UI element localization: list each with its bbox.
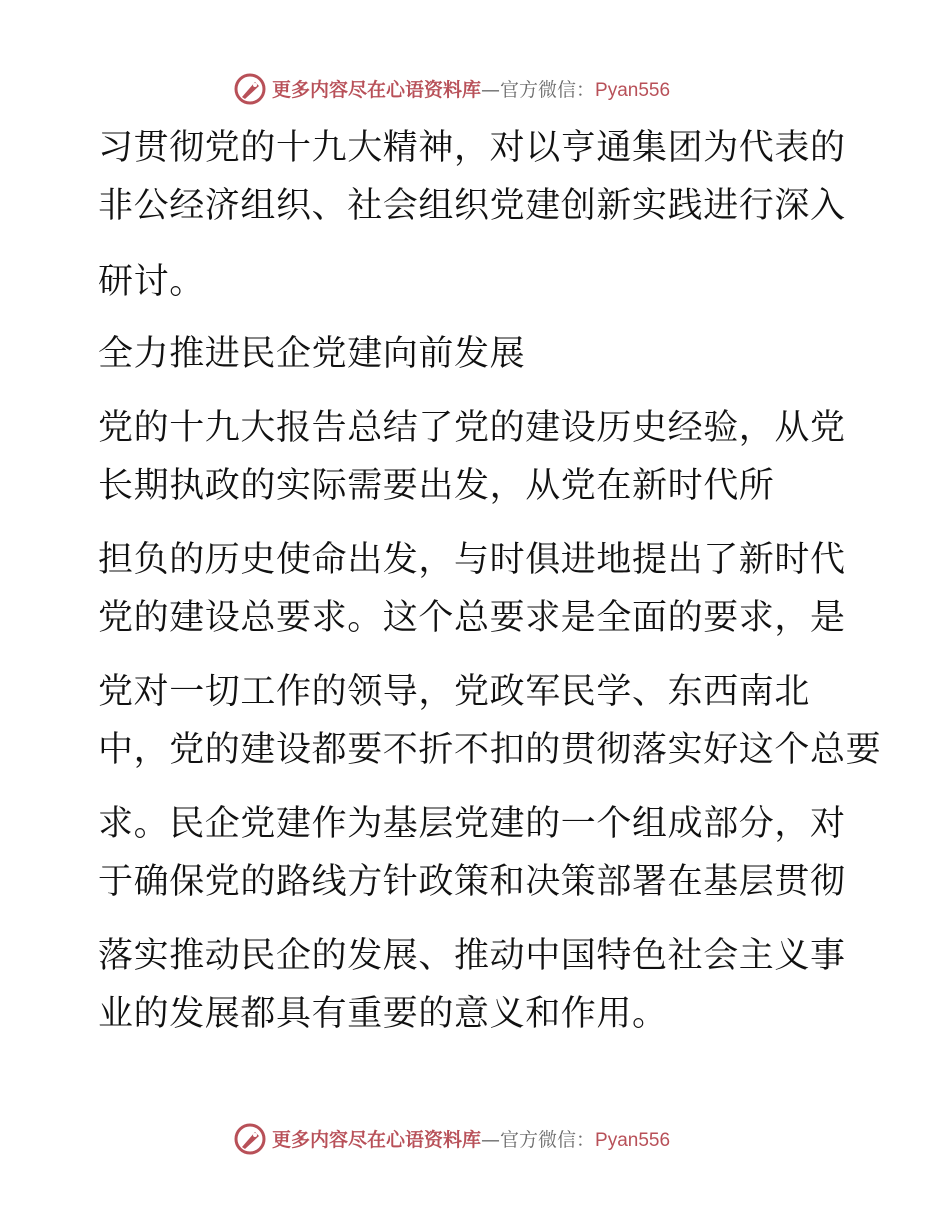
body-line: 于确保党的路线方针政策和决策部署在基层贯彻 [98, 862, 846, 902]
footer-watermark [0, 1118, 950, 1162]
watermark-text [272, 78, 670, 103]
header-watermark [0, 68, 950, 112]
watermark-wechat-label: 官方微信： [500, 79, 596, 101]
body-line: 党的建设总要求。这个总要求是全面的要求，是 [98, 598, 846, 638]
body-line: 落实推动民企的发展、推动中国特色社会主义事 [98, 936, 846, 976]
pen-nib-logo-icon [233, 72, 267, 106]
watermark-separator: — [481, 1129, 501, 1151]
body-line: 党的十九大报告总结了党的建设历史经验，从党 [98, 408, 846, 448]
body-line: 党对一切工作的领导，党政军民学、东西南北 [98, 672, 811, 712]
body-line: 业的发展都具有重要的意义和作用。 [98, 994, 668, 1034]
section-heading: 全力推进民企党建向前发展 [98, 334, 526, 374]
watermark-main-text: 更多内容尽在心语资料库 [272, 1129, 482, 1151]
watermark-wechat-id: Pyan556 [595, 80, 671, 101]
body-line: 求。民企党建作为基层党建的一个组成部分，对 [98, 804, 846, 844]
watermark-text [272, 1128, 670, 1153]
body-line: 担负的历史使命出发，与时俱进地提出了新时代 [98, 540, 846, 580]
watermark-wechat-label: 官方微信： [500, 1129, 596, 1151]
pen-nib-logo-icon [233, 1122, 267, 1156]
watermark-wechat-id: Pyan556 [595, 1130, 671, 1151]
body-line: 长期执政的实际需要出发，从党在新时代所 [98, 466, 775, 506]
body-line: 研讨。 [98, 262, 205, 302]
watermark-separator: — [481, 79, 501, 101]
watermark-main-text: 更多内容尽在心语资料库 [272, 79, 482, 101]
body-line: 中，党的建设都要不折不扣的贯彻落实好这个总要 [98, 730, 882, 770]
body-line: 非公经济组织、社会组织党建创新实践进行深入 [98, 186, 846, 226]
body-line: 习贯彻党的十九大精神，对以亨通集团为代表的 [98, 128, 846, 168]
